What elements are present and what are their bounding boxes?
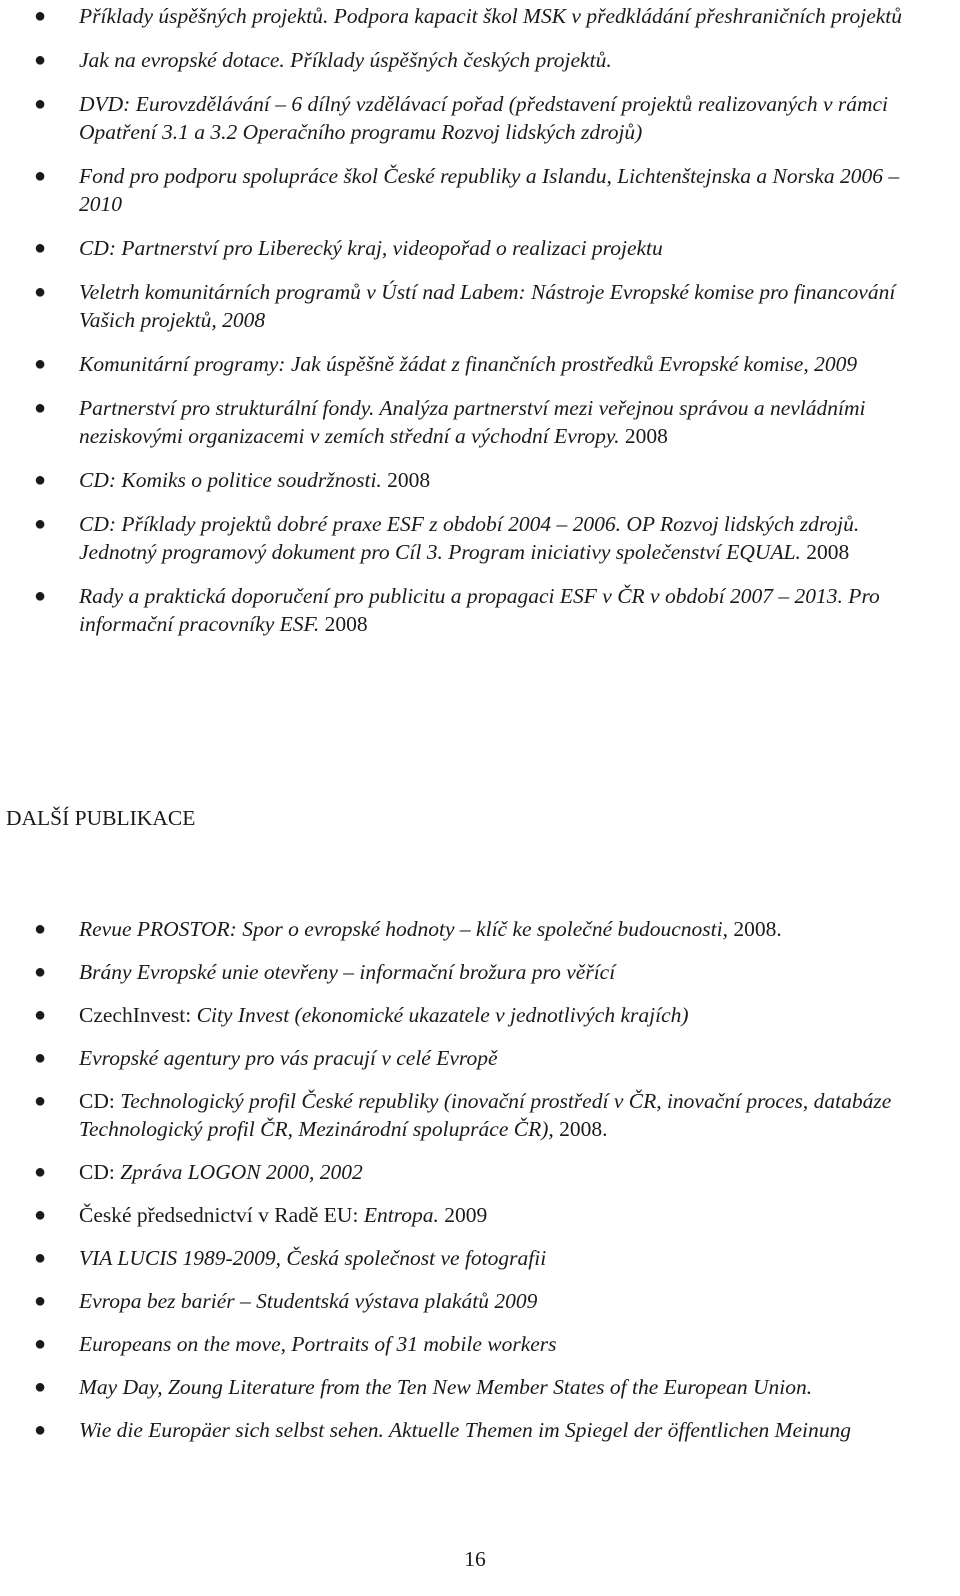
item-text: CD: Partnerství pro Liberecký kraj, videopořad o realizaci projektu [79, 236, 663, 260]
bullet-icon: ● [34, 918, 47, 940]
bullet-icon: ● [34, 1204, 47, 1226]
bullet-icon: ● [34, 49, 47, 71]
item-prefix: České předsednictví v Radě EU: [79, 1203, 364, 1227]
item-prefix: CD: [79, 1089, 121, 1113]
bullet-icon: ● [34, 165, 47, 187]
item-text: Technologický profil České republiky (inovační prostředí v ČR, inovační proces, databáze Technologický profil ČR, Mezinárodní spolupráce ČR), [79, 1089, 892, 1141]
bullet-icon: ● [34, 1047, 47, 1069]
item-text: Evropa bez bariér – Studentská výstava plakátů 2009 [79, 1289, 538, 1313]
item-year: 2008 [381, 468, 431, 492]
item-text: Jak na evropské dotace. Příklady úspěšných českých projektů. [79, 48, 612, 72]
item-text: DVD: Eurovzdělávání – 6 dílný vzdělávací pořad (představení projektů realizovaných v rámci Opatření 3.1 a 3.2 Operačního programu Rozvoj lidských zdrojů) [79, 92, 889, 144]
item-year: 2008 [619, 424, 668, 448]
list-item [0, 1287, 950, 1315]
list-item [0, 1001, 950, 1029]
list-item [0, 90, 950, 146]
item-prefix: CD: [79, 1160, 121, 1184]
item-text: May Day, Zoung Literature from the Ten New Member States of the European Union. [79, 1375, 813, 1399]
item-year: 2008 [319, 612, 368, 636]
item-year: 2008 [800, 540, 850, 564]
item-text: Wie die Europäer sich selbst sehen. Aktuelle Themen im Spiegel der öffentlichen Meinung [79, 1418, 852, 1442]
item-text: CD: Komiks o politice soudržnosti. [79, 468, 382, 492]
item-text: Evropské agentury pro vás pracují v celé Evropě [79, 1046, 498, 1070]
bullet-icon: ● [34, 1333, 47, 1355]
list-item [0, 1044, 950, 1072]
list-item [0, 582, 950, 638]
list-item [0, 162, 950, 218]
list-item [0, 1373, 950, 1401]
publication-list-2 [0, 915, 950, 1459]
item-text: Revue PROSTOR: Spor o evropské hodnoty – klíč ke společné budoucnosti, [79, 917, 728, 941]
item-text: Veletrh komunitárních programů v Ústí nad Labem: Nástroje Evropské komise pro financování Vašich projektů, 2008 [79, 280, 896, 332]
item-text: Fond pro podporu spolupráce škol České republiky a Islandu, Lichtenštejnska a Norska 2006 – 2010 [79, 164, 900, 216]
bullet-icon: ● [34, 469, 47, 491]
item-year: 2008. [553, 1117, 608, 1141]
list-item [0, 278, 950, 334]
bullet-icon: ● [34, 353, 47, 375]
item-text: Zpráva LOGON 2000, 2002 [120, 1160, 363, 1184]
item-text: City Invest (ekonomické ukazatele v jednotlivých krajích) [196, 1003, 689, 1027]
item-text: CD: Příklady projektů dobré praxe ESF z období 2004 – 2006. OP Rozvoj lidských zdrojů. Jednotný programový dokument pro Cíl 3. Program iniciativy společenství EQUAL. [79, 512, 860, 564]
item-text: VIA LUCIS 1989-2009, Česká společnost ve fotografii [79, 1246, 547, 1270]
bullet-icon: ● [34, 961, 47, 983]
bullet-icon: ● [34, 281, 47, 303]
publication-list-1 [0, 2, 950, 654]
list-item [0, 1244, 950, 1272]
bullet-icon: ● [34, 1247, 47, 1269]
bullet-icon: ● [34, 1376, 47, 1398]
item-year: 2008. [728, 917, 782, 941]
list-item [0, 234, 950, 262]
list-item [0, 46, 950, 74]
item-text: Brány Evropské unie otevřeny – informační brožura pro věřící [79, 960, 616, 984]
item-year: 2009 [438, 1203, 488, 1227]
list-item [0, 466, 950, 494]
bullet-icon: ● [34, 1290, 47, 1312]
bullet-icon: ● [34, 585, 47, 607]
list-item [0, 915, 950, 943]
item-text: Komunitární programy: Jak úspěšně žádat z finančních prostředků Evropské komise, 2009 [79, 352, 858, 376]
item-text: Entropa. [363, 1203, 439, 1227]
item-text: Rady a praktická doporučení pro publicitu a propagaci ESF v ČR v období 2007 – 2013. Pro informační pracovníky ESF. [79, 584, 880, 636]
list-item [0, 1330, 950, 1358]
item-text: Europeans on the move, Portraits of 31 mobile workers [79, 1332, 557, 1356]
bullet-icon: ● [34, 237, 47, 259]
list-item [0, 958, 950, 986]
list-item [0, 1158, 950, 1186]
list-item [0, 1201, 950, 1229]
page-number: 16 [464, 1547, 486, 1571]
bullet-icon: ● [34, 93, 47, 115]
bullet-icon: ● [34, 1161, 47, 1183]
list-item [0, 394, 950, 450]
item-prefix: CzechInvest: [79, 1003, 197, 1027]
section-heading: DALŠÍ PUBLIKACE [6, 806, 196, 830]
bullet-icon: ● [34, 1419, 47, 1441]
bullet-icon: ● [34, 397, 47, 419]
item-text: Partnerství pro strukturální fondy. Analýza partnerství mezi veřejnou správou a nevládními neziskovými organizacemi v zemích střední a východní Evropy. [79, 396, 866, 448]
list-item [0, 510, 950, 566]
list-item [0, 2, 950, 30]
list-item [0, 350, 950, 378]
bullet-icon: ● [34, 5, 47, 27]
bullet-icon: ● [34, 513, 47, 535]
bullet-icon: ● [34, 1004, 47, 1026]
bullet-icon: ● [34, 1090, 47, 1112]
list-item [0, 1416, 950, 1444]
list-item [0, 1087, 950, 1143]
item-text: Příklady úspěšných projektů. Podpora kapacit škol MSK v předkládání přeshraničních projektů [79, 4, 903, 28]
